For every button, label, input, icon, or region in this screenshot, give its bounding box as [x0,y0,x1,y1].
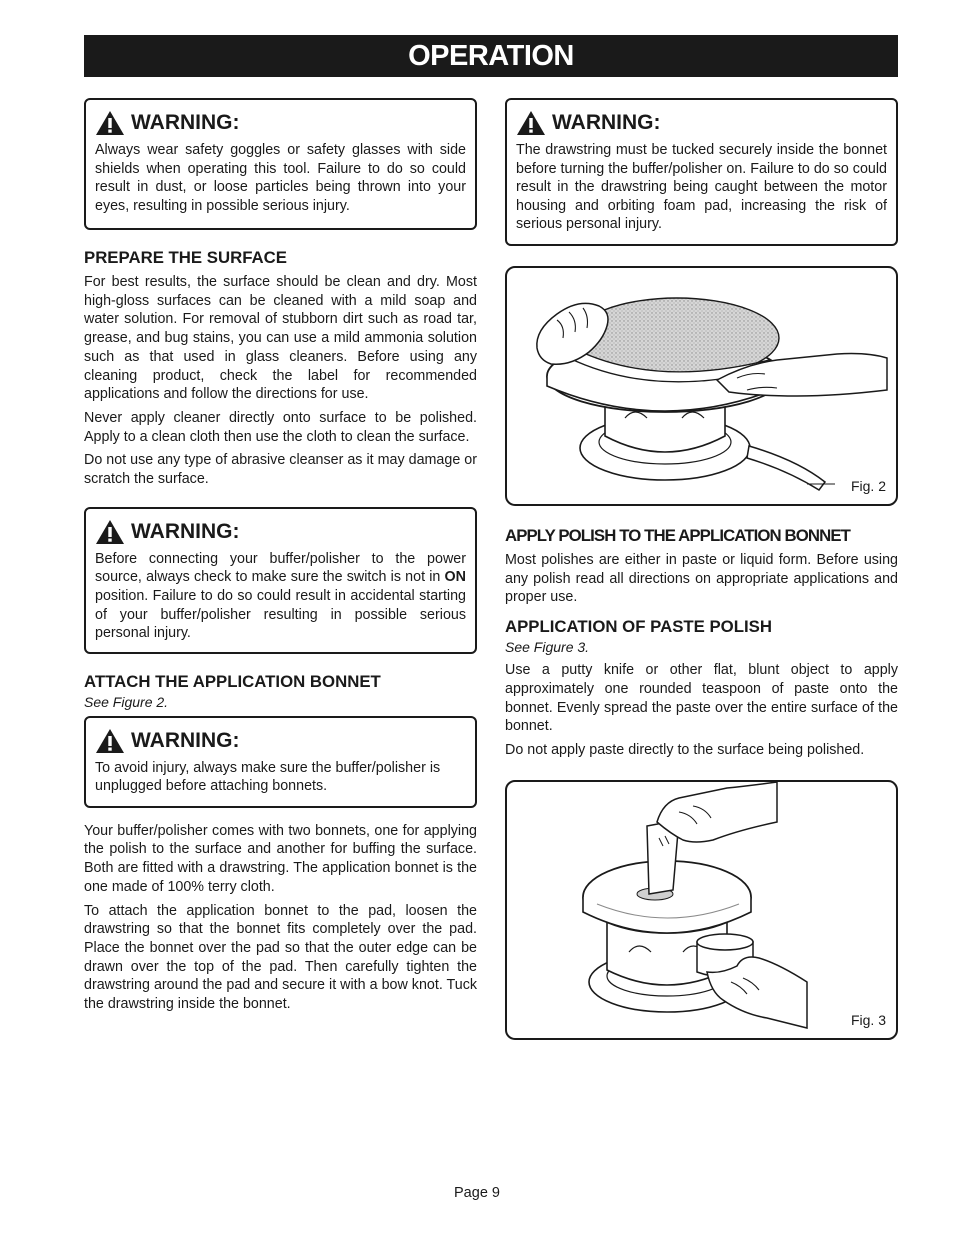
figure-reference: See Figure 3. [505,639,590,656]
figure-2 [505,266,898,506]
section-attach-bonnet [84,672,477,710]
paragraph: Do not apply paste directly to the surface being polished. [505,741,865,758]
figure-label: Fig. 3 [850,1011,886,1028]
page-title: OPERATION [84,35,898,77]
paragraph: Use a putty knife or other flat, blunt object to apply approximately one rounded teaspoon of paste onto the bonnet. Evenly spread the paste over the entire surface of the bonnet. [505,662,898,735]
warning-box-unplug [84,716,477,808]
paragraph: Do not use any type of abrasive cleanser as it may damage or scratch the surface. [84,452,477,488]
paste-application-illustration [507,782,895,1037]
section-heading: ATTACH THE APPLICATION BONNET [84,671,381,691]
bonnet-attach-illustration [507,268,895,503]
section-apply-polish [505,526,898,607]
warning-triangle-icon [95,728,125,754]
warning-box-power-switch [84,507,477,654]
figure-label: Fig. 2 [850,478,886,494]
section-heading: APPLY POLISH TO THE APPLICATION BONNET [505,526,850,545]
right-column [505,98,898,1040]
warning-title: WARNING: [131,111,240,134]
warning-title: WARNING: [131,728,240,752]
paragraph: Most polishes are either in paste or liquid form. Before using any polish read all directions on appropriate applications and proper use. [505,552,898,606]
warning-text: To avoid injury, always make sure the buffer/polisher is unplugged before attaching bonnets. [95,759,441,795]
figure-reference: See Figure 2. [84,693,169,710]
switch-on-label: ON [444,569,466,586]
warning-box-eye-protection [84,98,477,230]
section-paste-polish [505,617,898,760]
warning-title: WARNING: [131,519,240,543]
paragraph: To attach the application bonnet to the pad, loosen the drawstring so that the bonnet fits completely over the pad. Place the bonnet over the pad so that the outer edge can be drawn over the top of the pad. Then carefully tighten the drawstring around the pad and secure it with a bow knot. Tuck the drawstring inside the bonnet. [84,902,477,1013]
section-heading: PREPARE THE SURFACE [84,248,287,267]
warning-triangle-icon [516,110,546,136]
paragraph: For best results, the surface should be clean and dry. Most high-gloss surfaces can be cleaned with a mild soap and water solution. For removal of stubborn dirt such as road tar, grease, and bug stains, you can use a mild ammonia solution such as that used in glass cleaners. Before using any cleaning product, check the label for recommended applications and follow the directions for use. [84,274,477,403]
warning-box-drawstring [505,98,898,246]
warning-triangle-icon [95,110,125,136]
section-heading: APPLICATION OF PASTE POLISH [505,617,772,637]
warning-triangle-icon [95,519,125,545]
section-attach-bonnet-body [84,822,477,1014]
section-prepare-surface [84,248,477,489]
warning-text: Before connecting your buffer/polisher to the power source, always check to make sure the switch is not in ON position. Failure to do so could result in accidental starting of your buffer/polisher resulting in possible serious personal injury. [95,550,466,642]
figure-3 [505,780,898,1040]
warning-title: WARNING: [552,111,661,134]
warning-text: The drawstring must be tucked securely inside the bonnet before turning the buffer/polisher on. Failure to do so could result in the drawstring being caught between the motor housing and orbiting foam pad, increasing the risk of serious personal injury. [516,142,887,233]
warning-text: Always wear safety goggles or safety glasses with side shields when operating this tool. Failure to do so could result in dust, or loose particles being thrown into your eyes, resulting in possible serious injury. [95,142,466,214]
left-column [84,98,477,1019]
paragraph: Your buffer/polisher comes with two bonnets, one for applying the polish to the surface and another for buffing the surface. Both are fitted with a drawstring. The application bonnet is the one made of 100% terry cloth. [84,822,477,895]
paragraph: Never apply cleaner directly onto surface to be polished. Apply to a clean cloth then use the cloth to clean the surface. [84,409,477,445]
page-number: Page 9 [454,1185,500,1201]
